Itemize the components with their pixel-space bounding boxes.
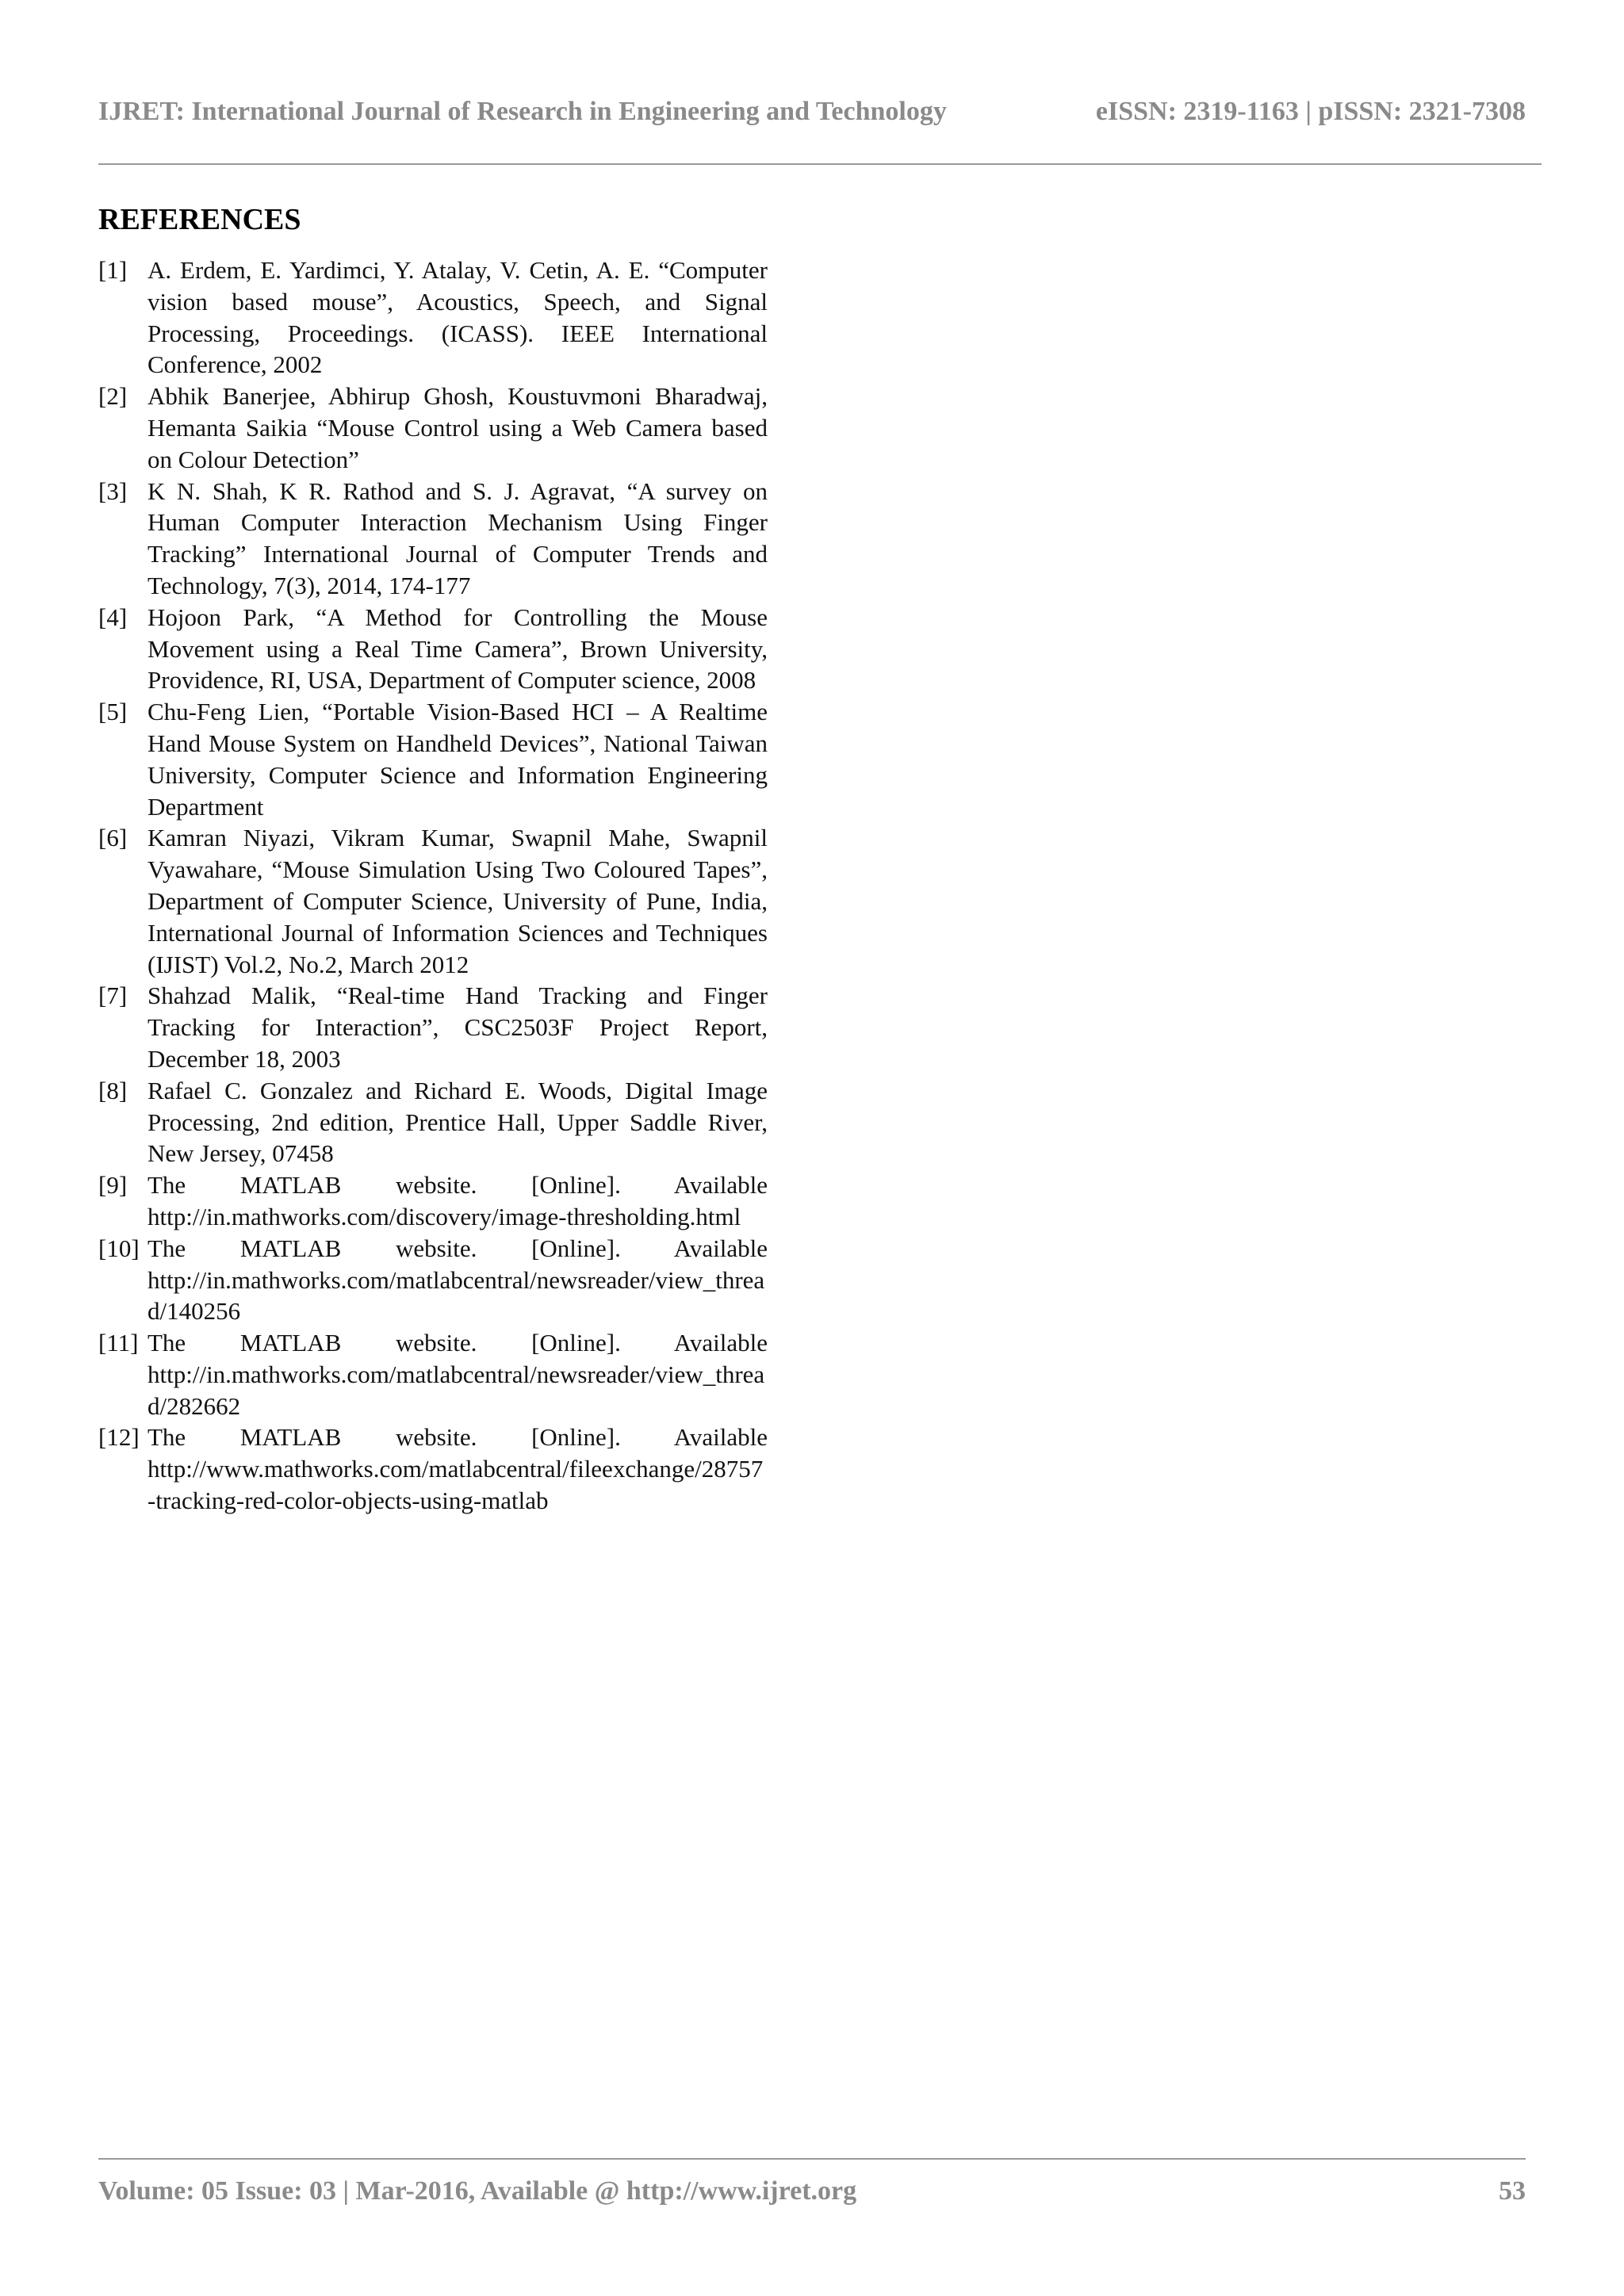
reference-number: [6] bbox=[98, 824, 128, 852]
reference-item bbox=[98, 476, 768, 602]
reference-item bbox=[98, 1422, 768, 1516]
journal-title: IJRET: International Journal of Research in Engineering and Technology bbox=[98, 97, 947, 126]
reference-text: Shahzad Malik, “Real-time Hand Tracking and Finger Tracking for Interaction”, CSC2503F Project Report, December 18, 2003 bbox=[147, 982, 768, 1073]
reference-text: The MATLAB website. [Online]. Available http://in.mathworks.com/matlabcentral/newsreader/view_thread/282662 bbox=[147, 1329, 768, 1420]
references-heading: REFERENCES bbox=[98, 203, 301, 236]
reference-item bbox=[98, 1327, 768, 1422]
reference-number: [10] bbox=[98, 1234, 140, 1262]
reference-text: Rafael C. Gonzalez and Richard E. Woods, Digital Image Processing, 2nd edition, Prentice Hall, Upper Saddle River, New Jersey, 07458 bbox=[147, 1076, 768, 1168]
reference-number: [3] bbox=[98, 476, 128, 505]
reference-text: Kamran Niyazi, Vikram Kumar, Swapnil Mahe, Swapnil Vyawahare, “Mouse Simulation Using Two Coloured Tapes”, Department of Computer Science, University of Pune, India, International Journal of Information Sciences and Techniques (IJIST) Vol.2, No.2, March 2012 bbox=[147, 824, 768, 978]
footer-divider bbox=[98, 2158, 1526, 2160]
reference-item bbox=[98, 1075, 768, 1169]
reference-number: [2] bbox=[98, 382, 128, 411]
reference-item bbox=[98, 381, 768, 475]
reference-item bbox=[98, 822, 768, 980]
reference-number: [7] bbox=[98, 982, 128, 1010]
journal-issn: eISSN: 2319-1163 | pISSN: 2321-7308 bbox=[1095, 97, 1526, 126]
reference-text: K N. Shah, K R. Rathod and S. J. Agravat, “A survey on Human Computer Interaction Mechanism Using Finger Tracking” International Journal of Computer Trends and Technology, 7(3), 2014, 174-177 bbox=[147, 476, 768, 599]
reference-number: [1] bbox=[98, 256, 128, 284]
reference-number: [12] bbox=[98, 1423, 140, 1452]
reference-number: [9] bbox=[98, 1171, 128, 1200]
reference-item bbox=[98, 980, 768, 1074]
reference-number: [4] bbox=[98, 603, 128, 631]
running-header bbox=[98, 97, 1526, 136]
reference-number: [11] bbox=[98, 1329, 139, 1357]
reference-item bbox=[98, 1169, 768, 1233]
reference-item bbox=[98, 602, 768, 696]
header-divider bbox=[98, 163, 1542, 165]
footer-volume-info: Volume: 05 Issue: 03 | Mar-2016, Available @ http://www.ijret.org bbox=[98, 2176, 857, 2206]
reference-list bbox=[98, 254, 768, 1517]
reference-text: Hojoon Park, “A Method for Controlling the Mouse Movement using a Real Time Camera”, Brown University, Providence, RI, USA, Department of Computer science, 2008 bbox=[147, 603, 768, 695]
reference-item bbox=[98, 696, 768, 822]
page-number: 53 bbox=[1499, 2176, 1526, 2206]
reference-item bbox=[98, 254, 768, 381]
reference-text: A. Erdem, E. Yardimci, Y. Atalay, V. Cetin, A. E. “Computer vision based mouse”, Acoustics, Speech, and Signal Processing, Proceedings. (ICASS). IEEE International Conference, 2002 bbox=[147, 256, 768, 379]
reference-number: [8] bbox=[98, 1076, 128, 1104]
reference-text: The MATLAB website. [Online]. Available http://in.mathworks.com/matlabcentral/newsreader/view_thread/140256 bbox=[147, 1234, 768, 1326]
reference-number: [5] bbox=[98, 698, 128, 726]
reference-text: Chu-Feng Lien, “Portable Vision-Based HCI – A Realtime Hand Mouse System on Handheld Devices”, National Taiwan University, Computer Science and Information Engineering Department bbox=[147, 698, 768, 821]
reference-text: The MATLAB website. [Online]. Available http://www.mathworks.com/matlabcentral/fileexchange/28757-tracking-red-color-objects-using-matlab bbox=[147, 1423, 768, 1515]
reference-text: The MATLAB website. [Online]. Available http://in.mathworks.com/discovery/image-thresholding.html bbox=[147, 1171, 768, 1230]
reference-text: Abhik Banerjee, Abhirup Ghosh, Koustuvmoni Bharadwaj, Hemanta Saikia “Mouse Control using a Web Camera based on Colour Detection” bbox=[147, 382, 768, 473]
reference-item bbox=[98, 1233, 768, 1327]
